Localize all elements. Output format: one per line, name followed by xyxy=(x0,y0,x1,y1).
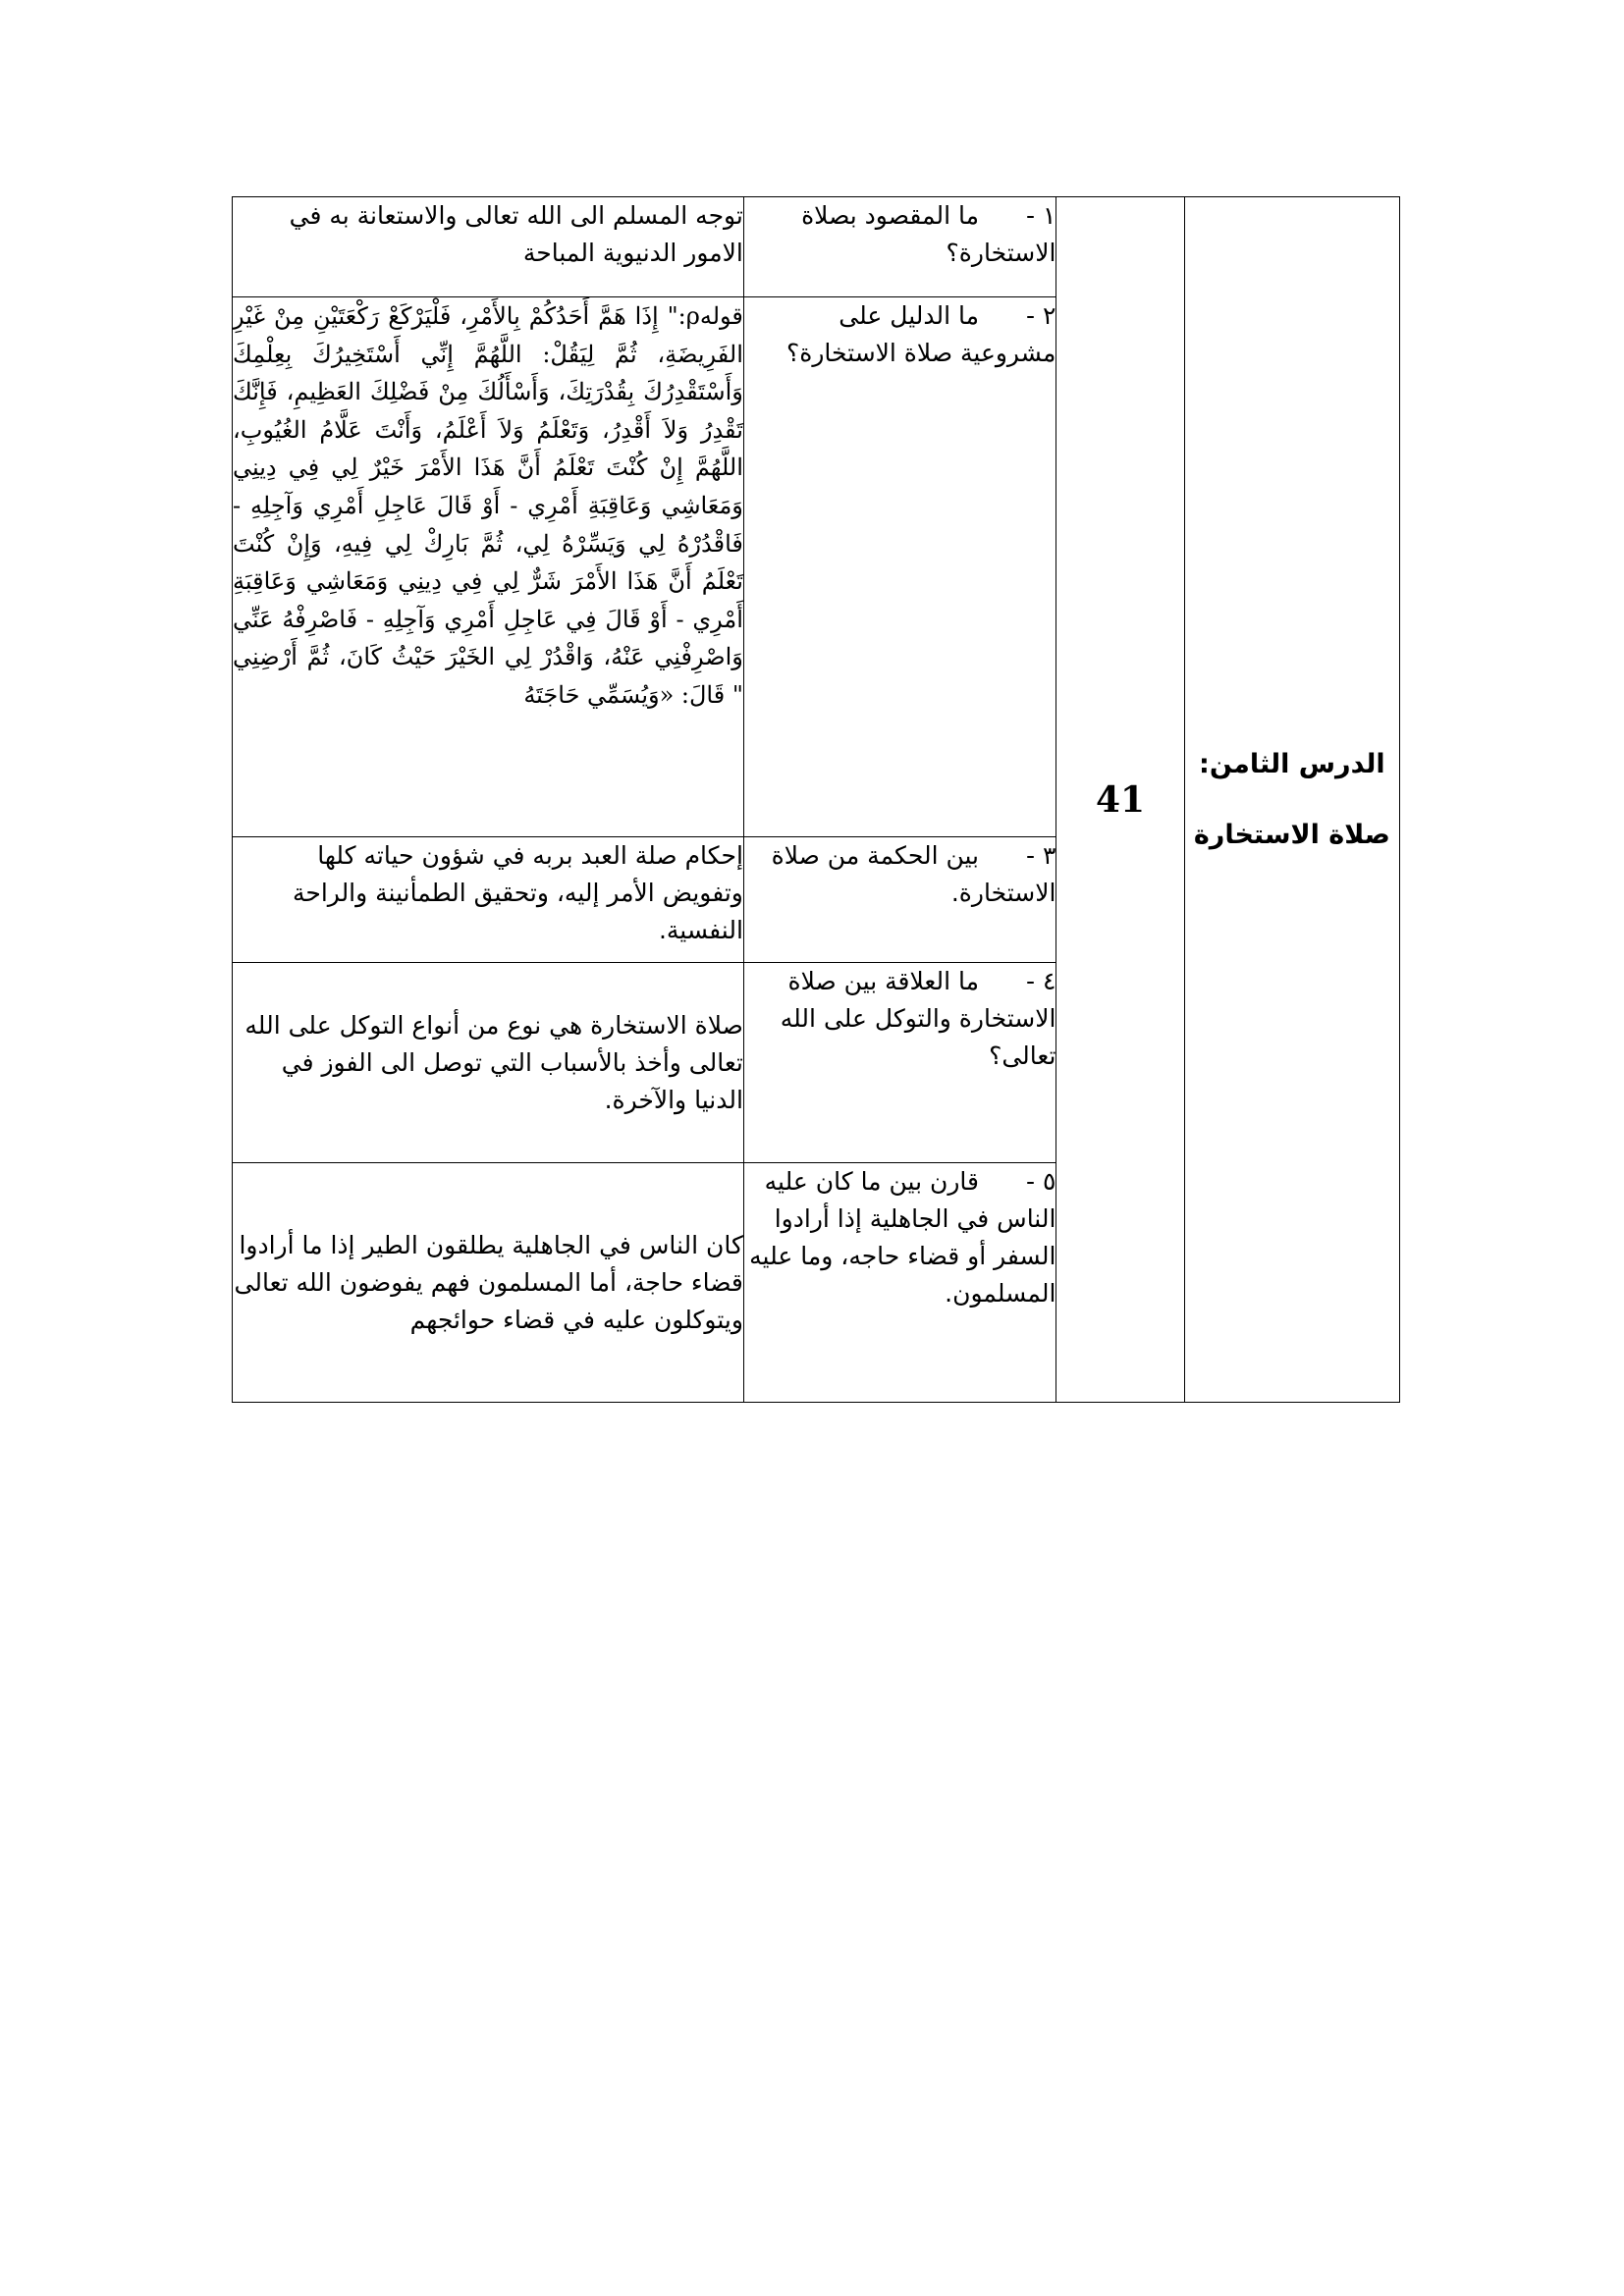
question-number: ٤ - xyxy=(1026,967,1056,995)
question-cell xyxy=(743,837,1056,963)
question-number: ٥ - xyxy=(1026,1167,1056,1196)
lesson-table xyxy=(232,196,1400,1403)
answer-text: توجه المسلم الى الله تعالى والاستعانة به في الامور الدنيوية المباحة xyxy=(289,201,743,267)
answer-cell xyxy=(233,963,744,1163)
page-number-cell xyxy=(1056,197,1184,1403)
answer-cell xyxy=(233,837,744,963)
question-text: ما العلاقة بين صلاة الاستخارة والتوكل على الله تعالى؟ xyxy=(780,967,1056,1070)
question-text: بين الحكمة من صلاة الاستخارة. xyxy=(771,841,1056,907)
answer-text: إحكام صلة العبد بربه في شؤون حياته كلها وتفويض الأمر إليه، وتحقيق الطمأنينة والراحة النفسية. xyxy=(292,841,743,944)
question-text: ما الدليل على مشروعية صلاة الاستخارة؟ xyxy=(785,301,1056,367)
question-cell xyxy=(743,963,1056,1163)
lesson-subtitle: صلاة الاستخارة xyxy=(1193,819,1390,850)
lesson-title-cell xyxy=(1184,197,1399,1403)
answer-cell xyxy=(233,1163,744,1403)
question-number: ٣ - xyxy=(1026,841,1056,870)
answer-cell xyxy=(233,297,744,837)
lesson-title: الدرس الثامن: xyxy=(1199,748,1385,779)
question-cell xyxy=(743,197,1056,297)
answer-text: كان الناس في الجاهلية يطلقون الطير إذا ما أرادوا قضاء حاجة، أما المسلمون فهم يفوضون الله تعالى ويتوكلون عليه في قضاء حوائجهم xyxy=(234,1230,743,1334)
question-text: قارن بين ما كان عليه الناس في الجاهلية إذا أرادوا السفر أو قضاء حاجه، وما عليه المسلمون. xyxy=(749,1167,1056,1308)
question-cell xyxy=(743,1163,1056,1403)
question-cell xyxy=(743,297,1056,837)
question-number: ٢ - xyxy=(1026,301,1056,330)
page-number: 41 xyxy=(1095,778,1146,821)
table-row xyxy=(233,197,1400,297)
question-number: ١ - xyxy=(1026,201,1056,230)
answer-text: صلاة الاستخارة هي نوع من أنواع التوكل على الله تعالى وأخذ بالأسباب التي توصل الى الفوز في الدنيا والآخرة. xyxy=(244,1010,743,1114)
answer-cell xyxy=(233,197,744,297)
hadith-text: قولهρ:" إِذَا هَمَّ أَحَدُكُمْ بِالأَمْرِ، فَلْيَرْكَعْ رَكْعَتَيْنِ مِنْ غَيْرِ الفَرِيضَةِ، ثُمَّ لِيَقُلْ: اللَّهُمَّ إِنِّي أَسْتَخِيرُكَ بِعِلْمِكَ وَأَسْتَقْدِرُكَ بِقُدْرَتِكَ، وَأَسْأَلُكَ مِنْ فَضْلِكَ العَظِيمِ، فَإِنَّكَ تَقْدِرُ وَلاَ أَقْدِرُ، وَتَعْلَمُ وَلاَ أَعْلَمُ، وَأَنْتَ عَلَّامُ الغُيُوبِ، اللَّهُمَّ إِنْ كُنْتَ تَعْلَمُ أَنَّ هَذَا الأَمْرَ خَيْرٌ لِي فِي دِينِي وَمَعَاشِي وَعَاقِبَةِ أَمْرِي - أَوْ قَالَ عَاجِلِ أَمْرِي وَآجِلِهِ - فَاقْدُرْهُ لِي وَيَسِّرْهُ لِي، ثُمَّ بَارِكْ لِي فِيهِ، وَإِنْ كُنْتَ تَعْلَمُ أَنَّ هَذَا الأَمْرَ شَرٌّ لِي فِي دِينِي وَمَعَاشِي وَعَاقِبَةِ أَمْرِي - أَوْ قَالَ فِي عَاجِلِ أَمْرِي وَآجِلِهِ - فَاصْرِفْهُ عَنِّي وَاصْرِفْنِي عَنْهُ، وَاقْدُرْ لِي الخَيْرَ حَيْثُ كَانَ، ثُمَّ أَرْضِنِي " قَالَ: «وَيُسَمِّي حَاجَتَهُ xyxy=(233,302,743,709)
question-text: ما المقصود بصلاة الاستخارة؟ xyxy=(801,201,1056,267)
